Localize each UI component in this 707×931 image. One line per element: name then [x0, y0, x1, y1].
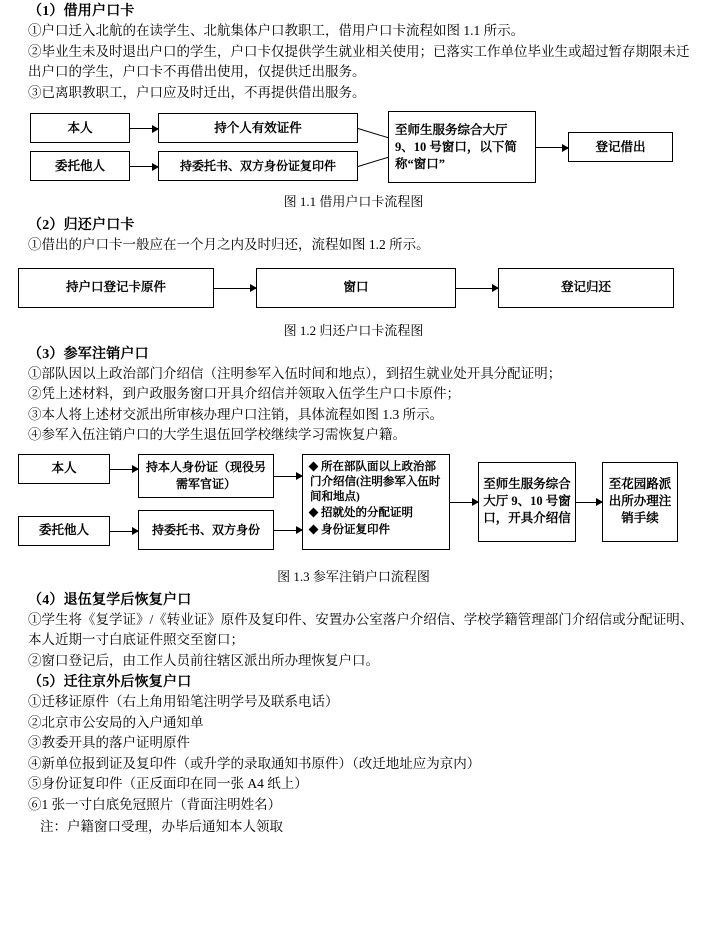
section-5-item-1: ①迁移证原件（右上角用铅笔注明学号及联系电话） [28, 694, 339, 710]
fig3-arrow-5 [450, 502, 478, 503]
fig3-node-materials [302, 454, 450, 550]
fig1-node-self: 本人 [30, 113, 130, 143]
fig3-arrow-3 [274, 476, 302, 477]
fig2-node-original: 持户口登记卡原件 [18, 268, 214, 308]
section-4-para-1: ①学生将《复学证》/《转业证》原件及复印件、安置办公室落户介绍信、学校学籍管理部门介绍信或分配证明、本人近期一寸白底证件照交至窗口； [28, 611, 694, 648]
fig2-node-register-return: 登记归还 [498, 268, 674, 308]
fig2-arrow-1 [214, 288, 256, 289]
fig1-node-delegate: 委托他人 [30, 151, 130, 181]
fig2-node-window: 窗口 [256, 268, 456, 308]
section-2-para-1: ①借出的户口卡一般应在一个月之内及时归还，流程如图 1.2 所示。 [28, 237, 430, 253]
fig3-material-3: 身份证复印件 [310, 523, 442, 538]
diamond-bullet-icon [309, 461, 319, 471]
fig3-material-2: 招就处的分配证明 [310, 506, 442, 521]
section-4-heading: （4）退伍复学后恢复户口 [28, 592, 192, 608]
section-1-para-3: ③已离职教职工，户口应及时迁出，不再提供借出服务。 [28, 84, 366, 100]
section-4-para-2: ②窗口登记后，由工作人员前往辖区派出所办理恢复户口。 [28, 652, 379, 668]
fig1-arrow-1 [130, 128, 158, 129]
figure-1-3-caption: 图 1.3 参军注销户口流程图 [277, 568, 430, 584]
fig1-node-register-borrow: 登记借出 [568, 132, 673, 162]
fig3-arrow-6 [576, 502, 602, 503]
fig3-node-window: 至师生服务综合大厅 9、10 号窗口，开具介绍信 [478, 462, 576, 542]
section-5-item-4: ④新单位报到证及复印件（或升学的录取通知书原件）（改迁地址应为京内） [28, 755, 481, 771]
fig1-arrow-5 [536, 147, 568, 148]
section-5-item-5: ⑤身份证复印件（正反面印在同一张 A4 纸上） [28, 776, 308, 792]
section-3-para-3: ③本人将上述材交派出所审核办理户口注销，具体流程如图 1.3 所示。 [28, 406, 444, 422]
fig1-arrow-2 [130, 166, 158, 167]
figure-1-2-caption: 图 1.2 归还户口卡流程图 [283, 322, 424, 338]
fig3-material-1: 所在部队面以上政治部门介绍信(注明参军入伍时间和地点) [310, 460, 441, 503]
fig3-arrow-2 [110, 531, 138, 532]
fig1-node-id-doc: 持个人有效证件 [158, 113, 358, 143]
section-3-heading: （3）参军注销户口 [28, 346, 149, 362]
fig1-node-window: 至师生服务综合大厅 9、10 号窗口，以下简称“窗口” [388, 111, 536, 183]
diamond-bullet-icon [309, 525, 319, 535]
section-3-para-1: ①部队因以上政治部门介绍信（注明参军入伍时间和地点），到招生就业处开具分配证明； [28, 365, 562, 381]
section-2-heading: （2）归还户口卡 [28, 218, 135, 234]
section-5-item-2: ②北京市公安局的入户通知单 [28, 714, 204, 730]
section-5-item-3: ③教委开具的落户证明原件 [28, 735, 190, 751]
fig3-node-proxy: 持委托书、双方身份 [138, 510, 274, 550]
fig3-arrow-1 [110, 469, 138, 470]
figure-1-1 [0, 111, 707, 187]
section-1-para-1: ①户口迁入北航的在读学生、北航集体户口教职工，借用户口卡流程如图 1.1 所示。 [28, 23, 525, 38]
figure-1-2 [0, 266, 707, 312]
fig3-node-police-station: 至花园路派出所办理注销手续 [602, 462, 678, 542]
fig3-node-delegate: 委托他人 [18, 516, 110, 546]
section-5-item-6: ⑥1 张一寸白底免冠照片（背面注明姓名） [28, 796, 282, 812]
section-5-note: 注：户籍窗口受理，办毕后通知本人领取 [40, 819, 283, 835]
fig3-node-id-card: 持本人身份证（现役另需军官证） [138, 454, 274, 498]
fig1-node-proxy-doc: 持委托书、双方身份证复印件 [158, 151, 358, 181]
fig2-arrow-2 [456, 288, 498, 289]
fig3-node-self: 本人 [18, 454, 110, 484]
fig3-arrow-4 [274, 530, 302, 531]
figure-1-1-caption: 图 1.1 借用户口卡流程图 [283, 194, 424, 210]
section-1-para-2: ②毕业生未及时退出户口的学生，户口卡仅提供学生就业相关使用；已落实工作单位毕业生或超过暂存期限未迁出户口的学生，户口卡不再借出使用，仅提供迁出服务。 [28, 43, 690, 80]
figure-1-3 [0, 452, 707, 560]
section-5-heading: （5）迁往京外后恢复户口 [28, 675, 192, 691]
section-3-para-2: ②凭上述材料，到户政服务窗口开具介绍信并领取入伍学生户口卡原件； [28, 386, 460, 402]
diamond-bullet-icon [309, 508, 319, 518]
section-1-heading: （1）借用户口卡 [28, 4, 135, 19]
section-3-para-4: ④参军入伍注销户口的大学生退伍回学校继续学习需恢复户籍。 [28, 427, 406, 443]
